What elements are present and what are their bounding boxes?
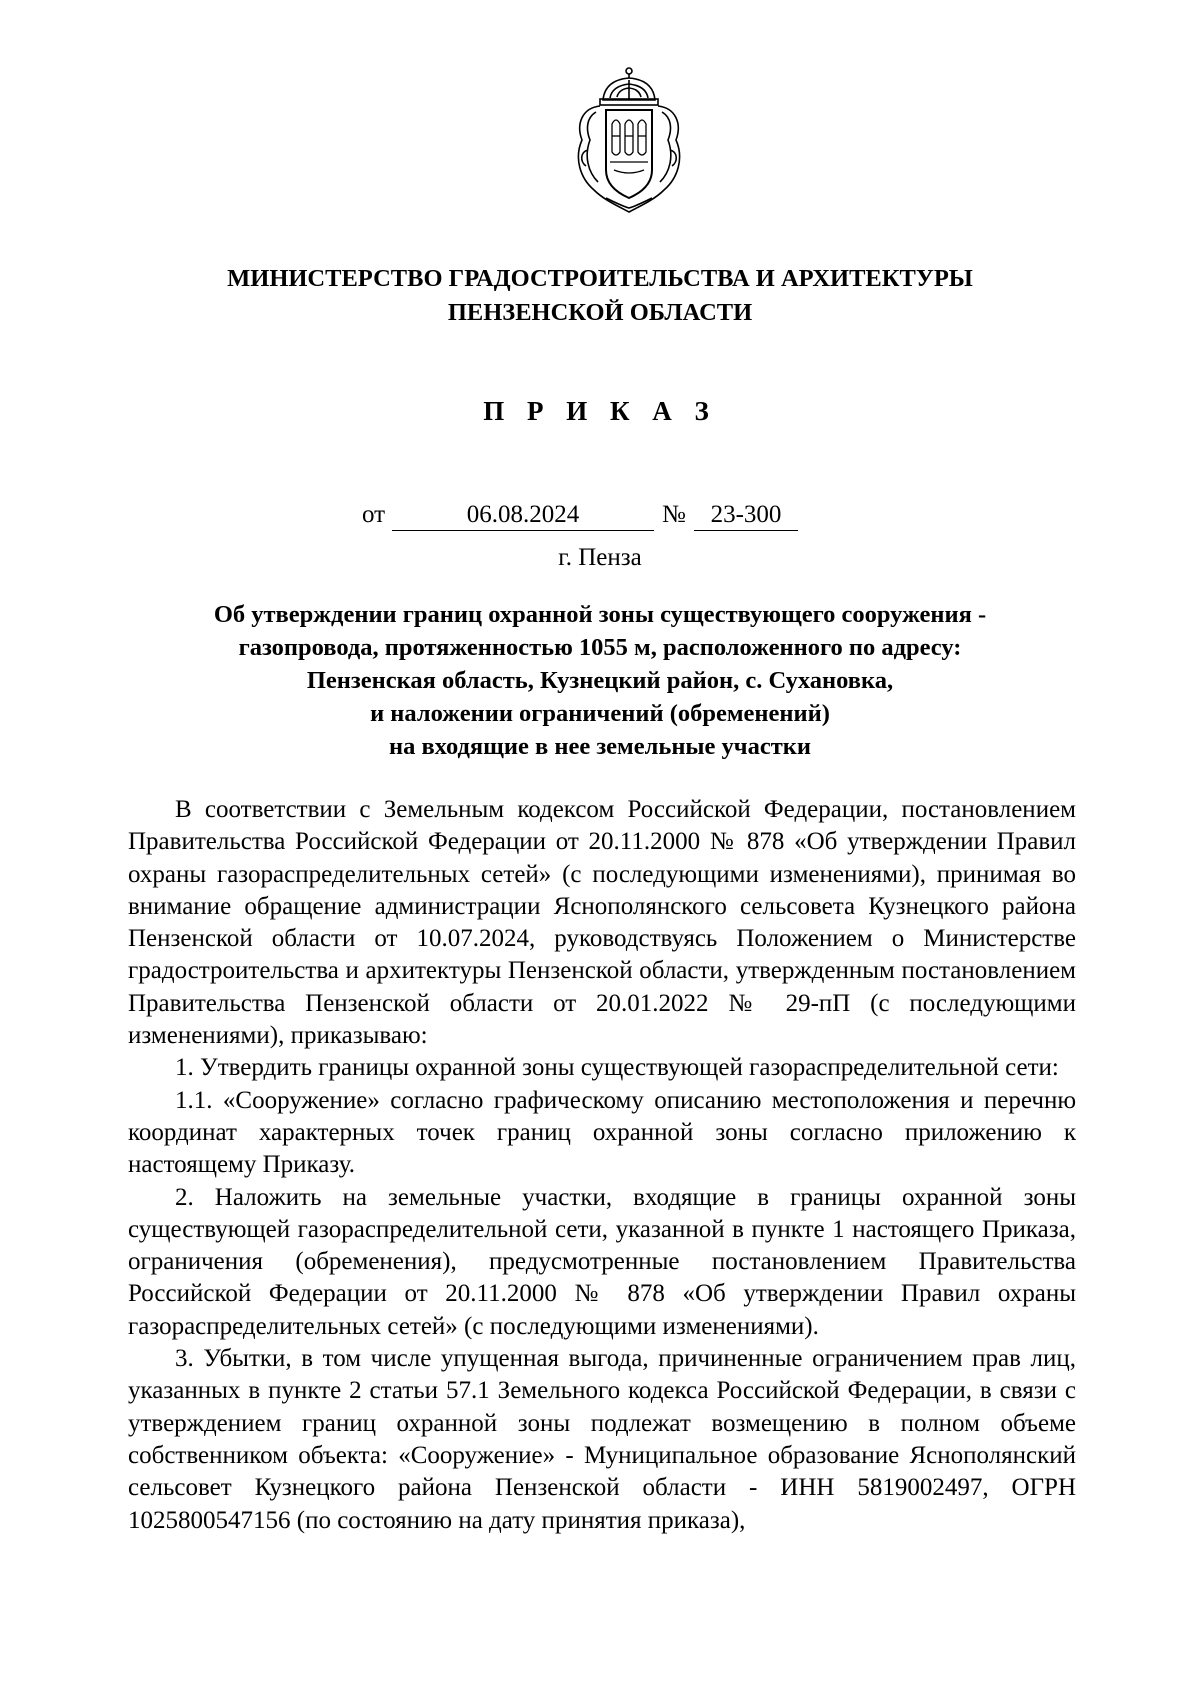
clause-1-1: 1.1. «Сооружение» согласно графическому описанию местоположения и перечню координат характерных точек границ охранной зоны согласно приложению к настоящему Приказу. xyxy=(128,1086,1076,1179)
date-number-line xyxy=(0,500,1200,530)
clause-2: 2. Наложить на земельные участки, входящие в границы охранной зоны существующей газораспределительной сети, указанной в пункте 1 настоящего Приказа, ограничения (обременения), предусмотренные постановлением Правительства Российской Федерации от 20.11.2000 № 878 «Об утверждении Правил охраны газораспределительных сетей» (с последующими изменениями). xyxy=(128,1183,1076,1340)
date-prefix: от xyxy=(362,501,386,528)
ministry-name xyxy=(130,262,1070,330)
preamble-paragraph: В соответствии с Земельным кодексом Российской Федерации, постановлением Правительства Российской Федерации от 20.11.2000 № 878 «Об утверждении Правил охраны газораспределительных сетей» (с последующими изменениями), принимая во внимание обращение администрации Яснополянского сельсовета Кузнецкого района Пензенской области от 10.07.2024, руководствуясь Положением о Министерстве градостроительства и архитектуры Пензенской области, утвержденным постановлением Правительства Пензенской области от 20.01.2022 № 29-пП (с последующими изменениями), приказываю: xyxy=(128,796,1076,1050)
ministry-line-1: МИНИСТЕРСТВО ГРАДОСТРОИТЕЛЬСТВА И АРХИТЕКТУРЫ xyxy=(227,265,973,292)
number-prefix: № xyxy=(662,501,686,528)
ministry-line-2: ПЕНЗЕНСКОЙ ОБЛАСТИ xyxy=(447,299,753,326)
clause-1: 1. Утвердить границы охранной зоны существующей газораспределительной сети: xyxy=(175,1054,1059,1082)
document-type: П Р И К А З xyxy=(483,396,717,426)
document-body xyxy=(128,794,1076,1537)
title-line-3: Пензенская область, Кузнецкий район, с. Сухановка, xyxy=(306,667,894,694)
title-line-5: на входящие в нее земельные участки xyxy=(388,733,812,760)
title-line-1: Об утверждении границ охранной зоны существующего сооружения - xyxy=(213,601,987,628)
title-line-2: газопровода, протяженностью 1055 м, расположенного по адресу: xyxy=(238,634,962,661)
document-number: 23-300 xyxy=(694,500,798,531)
document-title xyxy=(140,598,1060,763)
clause-3: 3. Убытки, в том числе упущенная выгода, причиненные ограничением прав лиц, указанных в пункте 2 статьи 57.1 Земельного кодекса Российской Федерации, в связи с утверждением границ охранной зоны подлежат возмещению в полном объеме собственником объекта: «Сооружение» - Муниципальное образование Яснополянский сельсовет Кузнецкого района Пензенской области - ИНН 5819002497, ОГРН 1025800547156 (по состоянию на дату принятия приказа), xyxy=(128,1345,1076,1534)
coat-of-arms-emblem xyxy=(570,66,688,216)
document-date: 06.08.2024 xyxy=(392,500,654,531)
title-line-4: и наложении ограничений (обременений) xyxy=(370,700,830,727)
document-city: г. Пенза xyxy=(558,544,642,571)
